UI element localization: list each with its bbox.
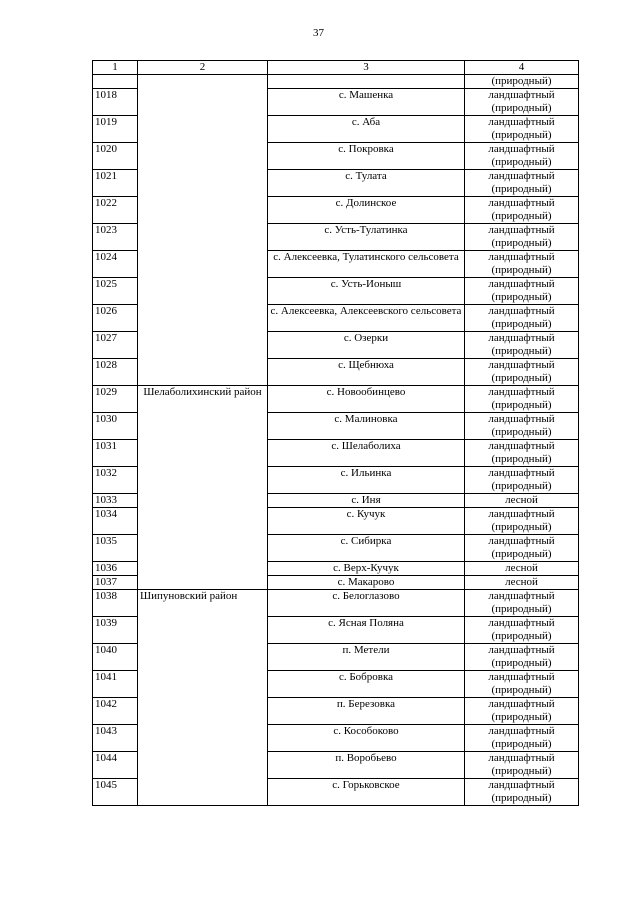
settlement-name: с. Алексеевка, Алексеевского сельсовета (268, 305, 465, 332)
row-number: 1029 (93, 386, 138, 413)
settlement-name: с. Озерки (268, 332, 465, 359)
district-cell (138, 75, 268, 386)
district-cell: Шипуновский район (138, 590, 268, 806)
zone-type: ландшафтный (природный) (465, 779, 579, 806)
row-number: 1042 (93, 698, 138, 725)
zone-type: ландшафтный (природный) (465, 644, 579, 671)
row-number: 1028 (93, 359, 138, 386)
zone-type: лесной (465, 576, 579, 590)
zone-type: лесной (465, 562, 579, 576)
zone-type: ландшафтный (природный) (465, 671, 579, 698)
zone-type: ландшафтный (природный) (465, 440, 579, 467)
row-number: 1040 (93, 644, 138, 671)
settlement-name: с. Машенка (268, 89, 465, 116)
settlement-name: с. Белоглазово (268, 590, 465, 617)
row-number: 1019 (93, 116, 138, 143)
zone-type: ландшафтный (природный) (465, 617, 579, 644)
row-number: 1039 (93, 617, 138, 644)
settlement-name: п. Воробьево (268, 752, 465, 779)
zone-type: ландшафтный (природный) (465, 170, 579, 197)
row-number: 1041 (93, 671, 138, 698)
settlement-name: с. Долинское (268, 197, 465, 224)
zone-type: ландшафтный (природный) (465, 752, 579, 779)
row-number: 1043 (93, 725, 138, 752)
zone-type: ландшафтный (природный) (465, 305, 579, 332)
zone-type: лесной (465, 494, 579, 508)
settlement-name: с. Макарово (268, 576, 465, 590)
table-body (93, 75, 579, 806)
settlement-name: с. Тулата (268, 170, 465, 197)
row-number: 1024 (93, 251, 138, 278)
zone-type: ландшафтный (природный) (465, 467, 579, 494)
row-number: 1036 (93, 562, 138, 576)
table-row (93, 75, 579, 89)
row-number: 1045 (93, 779, 138, 806)
settlement-name: с. Горьковское (268, 779, 465, 806)
header-col-4: 4 (465, 61, 579, 75)
row-number (93, 75, 138, 89)
row-number: 1034 (93, 508, 138, 535)
zone-type: ландшафтный (природный) (465, 332, 579, 359)
header-col-1: 1 (93, 61, 138, 75)
zone-type: ландшафтный (природный) (465, 224, 579, 251)
row-number: 1033 (93, 494, 138, 508)
zone-type: ландшафтный (природный) (465, 197, 579, 224)
row-number: 1023 (93, 224, 138, 251)
row-number: 1035 (93, 535, 138, 562)
settlement-name: п. Березовка (268, 698, 465, 725)
settlement-name (268, 75, 465, 89)
settlement-name: с. Щебнюха (268, 359, 465, 386)
settlement-name: с. Иня (268, 494, 465, 508)
row-number: 1021 (93, 170, 138, 197)
zone-type: ландшафтный (природный) (465, 413, 579, 440)
settlement-name: с. Усть-Ионыш (268, 278, 465, 305)
zone-type: ландшафтный (природный) (465, 508, 579, 535)
zone-type: ландшафтный (природный) (465, 116, 579, 143)
row-number: 1031 (93, 440, 138, 467)
row-number: 1020 (93, 143, 138, 170)
zone-type: ландшафтный (природный) (465, 590, 579, 617)
header-col-2: 2 (138, 61, 268, 75)
settlement-name: с. Кособоково (268, 725, 465, 752)
zone-type: ландшафтный (природный) (465, 143, 579, 170)
settlement-name: с. Кучук (268, 508, 465, 535)
row-number: 1025 (93, 278, 138, 305)
district-cell: Шелаболихинский район (138, 386, 268, 590)
settlement-name: с. Аба (268, 116, 465, 143)
zone-type: ландшафтный (природный) (465, 359, 579, 386)
settlement-name: п. Метели (268, 644, 465, 671)
settlement-name: с. Ильинка (268, 467, 465, 494)
settlement-name: с. Бобровка (268, 671, 465, 698)
zone-type: ландшафтный (природный) (465, 698, 579, 725)
header-row (93, 61, 579, 75)
settlement-name: с. Сибирка (268, 535, 465, 562)
row-number: 1018 (93, 89, 138, 116)
row-number: 1026 (93, 305, 138, 332)
settlement-name: с. Ясная Поляна (268, 617, 465, 644)
settlement-name: с. Покровка (268, 143, 465, 170)
zone-type: ландшафтный (природный) (465, 278, 579, 305)
zone-type: ландшафтный (природный) (465, 386, 579, 413)
settlement-name: с. Усть-Тулатинка (268, 224, 465, 251)
table-row (93, 590, 579, 617)
settlement-name: с. Алексеевка, Тулатинского сельсовета (268, 251, 465, 278)
registry-table (92, 60, 579, 806)
zone-type: ландшафтный (природный) (465, 535, 579, 562)
row-number: 1030 (93, 413, 138, 440)
settlement-name: с. Новообинцево (268, 386, 465, 413)
row-number: 1022 (93, 197, 138, 224)
zone-type: ландшафтный (природный) (465, 725, 579, 752)
zone-type: ландшафтный (природный) (465, 89, 579, 116)
row-number: 1038 (93, 590, 138, 617)
page-number: 37 (313, 27, 324, 39)
zone-type: (природный) (465, 75, 579, 89)
row-number: 1044 (93, 752, 138, 779)
row-number: 1027 (93, 332, 138, 359)
zone-type: ландшафтный (природный) (465, 251, 579, 278)
settlement-name: с. Шелаболиха (268, 440, 465, 467)
row-number: 1037 (93, 576, 138, 590)
settlement-name: с. Малиновка (268, 413, 465, 440)
row-number: 1032 (93, 467, 138, 494)
table-row (93, 386, 579, 413)
header-col-3: 3 (268, 61, 465, 75)
settlement-name: с. Верх-Кучук (268, 562, 465, 576)
